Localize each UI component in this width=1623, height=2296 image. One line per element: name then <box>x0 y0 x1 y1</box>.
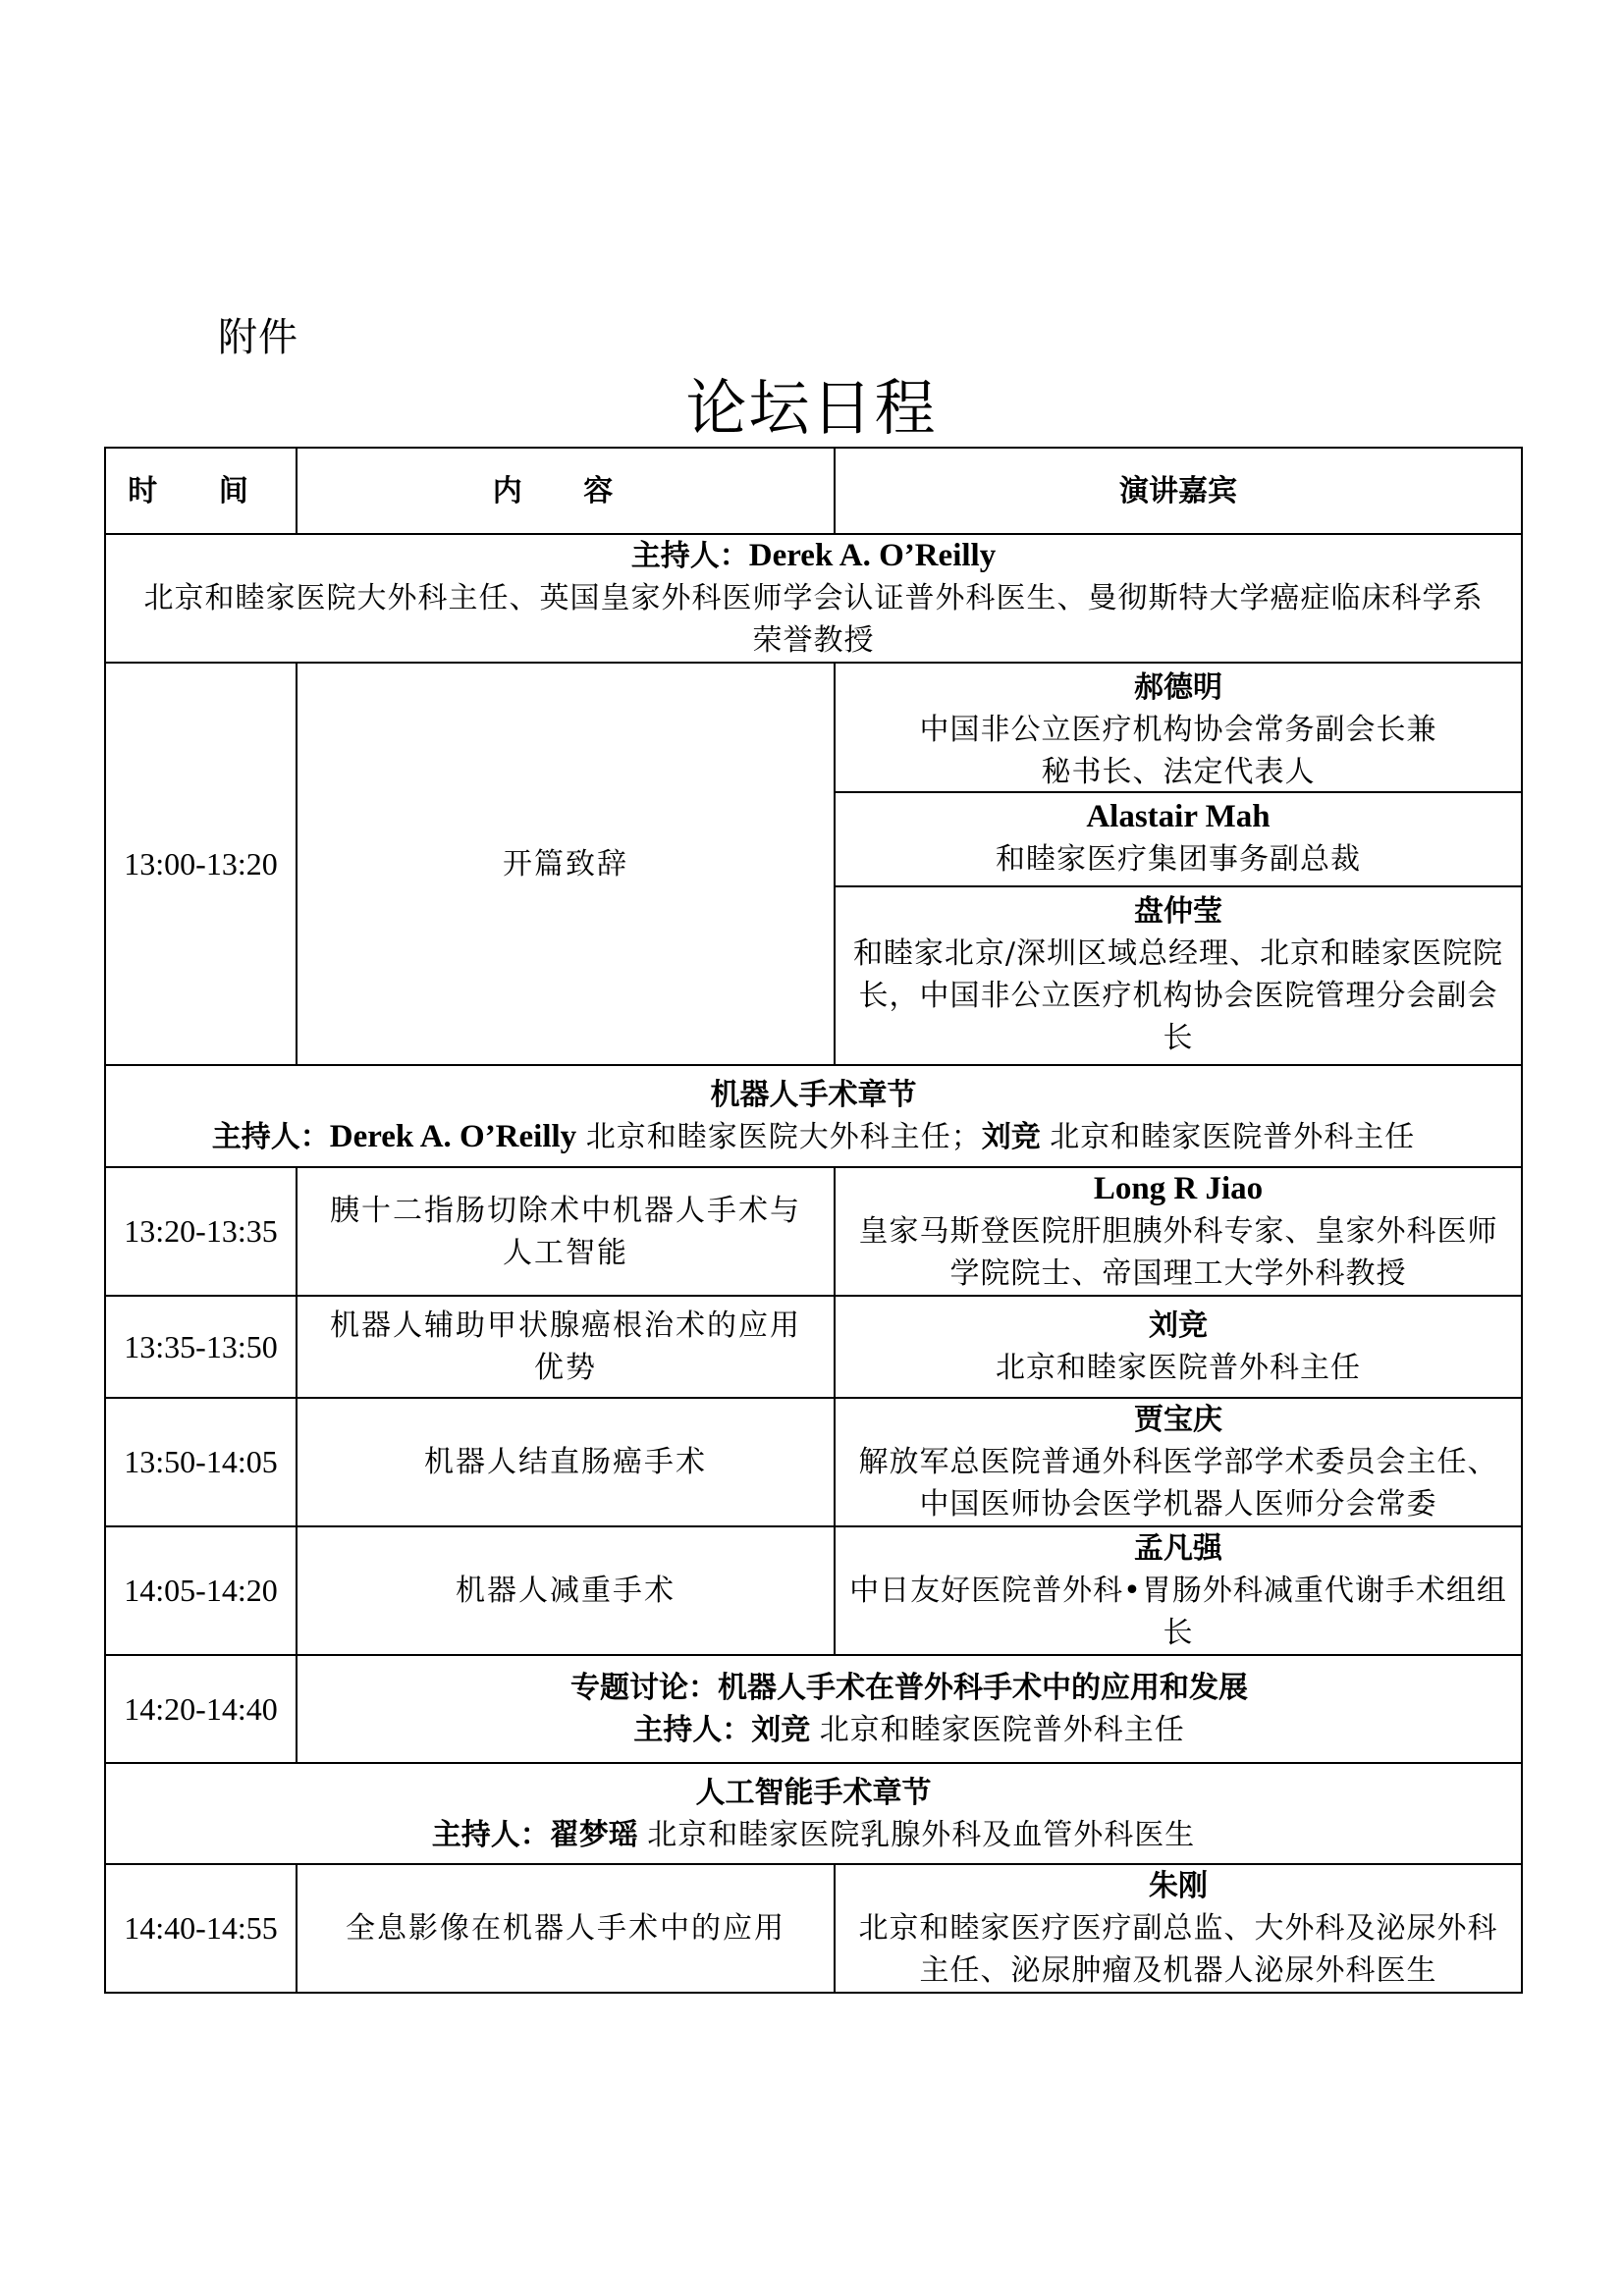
ai-host-label: 主持人： <box>431 1817 550 1852</box>
robot-host2-desc: 北京和睦家医院普外科主任 <box>1050 1120 1416 1154</box>
discussion-cell <box>297 1655 1522 1763</box>
speaker-desc: 北京和睦家医院普外科主任 <box>996 1351 1361 1385</box>
speaker-block <box>836 885 1521 1064</box>
robot-host1-name: Derek A. O’Reilly <box>329 1119 577 1154</box>
opening-row <box>105 663 1522 1065</box>
speaker-desc: 皇家马斯登医院肝胆胰外科专家、皇家外科医师学院院士、帝国理工大学外科教授 <box>858 1214 1498 1291</box>
talk-row <box>105 1398 1522 1526</box>
opening-host-desc: 北京和睦家医院大外科主任、英国皇家外科医师学会认证普外科医生、曼彻斯特大学癌症临床科学系荣誉教授 <box>143 581 1484 658</box>
discussion-host-name: 刘竞 <box>751 1713 811 1747</box>
ai-host-desc: 北京和睦家医院乳腺外科及血管外科医生 <box>647 1817 1196 1852</box>
ai-talk-content: 全息影像在机器人手术中的应用 <box>297 1864 835 1993</box>
talk-time: 13:35-13:50 <box>105 1296 297 1398</box>
ai-talk-speaker-cell <box>835 1864 1522 1993</box>
speaker-name: 郝德明 <box>1134 670 1222 705</box>
robot-host1-desc: 北京和睦家医院大外科主任； <box>585 1120 982 1154</box>
talk-speaker-cell <box>835 1398 1522 1526</box>
talk-content: 机器人辅助甲状腺癌根治术的应用优势 <box>297 1296 835 1398</box>
opening-host-label: 主持人： <box>630 539 749 573</box>
discussion-title: 专题讨论：机器人手术在普外科手术中的应用和发展 <box>570 1671 1248 1705</box>
speaker-name: 贾宝庆 <box>1134 1403 1222 1437</box>
talk-content: 机器人减重手术 <box>297 1526 835 1655</box>
opening-time: 13:00-13:20 <box>105 663 297 1065</box>
header-content: 内 容 <box>297 448 835 534</box>
ai-talk-time: 14:40-14:55 <box>105 1864 297 1993</box>
talk-content: 胰十二指肠切除术中机器人手术与人工智能 <box>297 1167 835 1296</box>
speaker-desc: 和睦家医疗集团事务副总裁 <box>996 842 1361 877</box>
ai-talk-row <box>105 1864 1522 1993</box>
speaker-block <box>836 791 1521 885</box>
discussion-host-label: 主持人： <box>633 1713 752 1747</box>
ai-section-cell <box>105 1763 1522 1864</box>
talk-row <box>105 1167 1522 1296</box>
robot-host2-name: 刘竞 <box>981 1120 1041 1154</box>
opening-host-cell <box>105 534 1522 663</box>
header-time: 时 间 <box>105 448 297 534</box>
page-title: 论坛日程 <box>685 372 938 444</box>
speaker-name: Long R Jiao <box>1093 1171 1264 1206</box>
talk-speaker-cell <box>835 1296 1522 1398</box>
talk-time: 14:05-14:20 <box>105 1526 297 1655</box>
attachment-label: 附件 <box>218 315 298 360</box>
robot-section-cell <box>105 1065 1522 1167</box>
speaker-desc: 和睦家北京/深圳区域总经理、北京和睦家医院院长，中国非公立医疗机构协会医院管理分会副会长 <box>852 936 1504 1055</box>
robot-section-title: 机器人手术章节 <box>710 1078 917 1112</box>
opening-host-name: Derek A. O’Reilly <box>748 538 997 573</box>
opening-speakers <box>835 663 1522 1065</box>
robot-section-row <box>105 1065 1522 1167</box>
speaker-name: 朱刚 <box>1149 1869 1208 1903</box>
discussion-row <box>105 1655 1522 1763</box>
talk-row <box>105 1526 1522 1655</box>
ai-section-title: 人工智能手术章节 <box>695 1775 932 1810</box>
speaker-name: 盘仲莹 <box>1134 894 1222 929</box>
opening-content: 开篇致辞 <box>297 663 835 1065</box>
talk-content: 机器人结直肠癌手术 <box>297 1398 835 1526</box>
speaker-desc: 中日友好医院普外科•胃肠外科减重代谢手术组组长 <box>849 1574 1507 1650</box>
speaker-desc: 中国非公立医疗机构协会常务副会长兼秘书长、法定代表人 <box>919 713 1437 789</box>
discussion-time: 14:20-14:40 <box>105 1655 297 1763</box>
header-speakers: 演讲嘉宾 <box>835 448 1522 534</box>
speaker-desc: 解放军总医院普通外科医学部学术委员会主任、中国医师协会医学机器人医师分会常委 <box>858 1445 1498 1522</box>
agenda-table <box>104 447 1523 1994</box>
speaker-block <box>836 664 1521 791</box>
speaker-name: 孟凡强 <box>1134 1531 1222 1566</box>
ai-section-row <box>105 1763 1522 1864</box>
talk-speaker-cell <box>835 1167 1522 1296</box>
talk-time: 13:50-14:05 <box>105 1398 297 1526</box>
discussion-host-desc: 北京和睦家医院普外科主任 <box>819 1713 1185 1747</box>
talk-time: 13:20-13:35 <box>105 1167 297 1296</box>
header-row <box>105 448 1522 534</box>
speaker-name: Alastair Mah <box>1086 799 1271 834</box>
robot-host-label: 主持人： <box>211 1120 330 1154</box>
talk-row <box>105 1296 1522 1398</box>
ai-host-name: 翟梦瑶 <box>549 1817 638 1852</box>
speaker-name: 刘竞 <box>1149 1308 1208 1343</box>
speaker-desc: 北京和睦家医疗医疗副总监、大外科及泌尿外科主任、泌尿肿瘤及机器人泌尿外科医生 <box>858 1911 1498 1988</box>
opening-host-row <box>105 534 1522 663</box>
talk-speaker-cell <box>835 1526 1522 1655</box>
